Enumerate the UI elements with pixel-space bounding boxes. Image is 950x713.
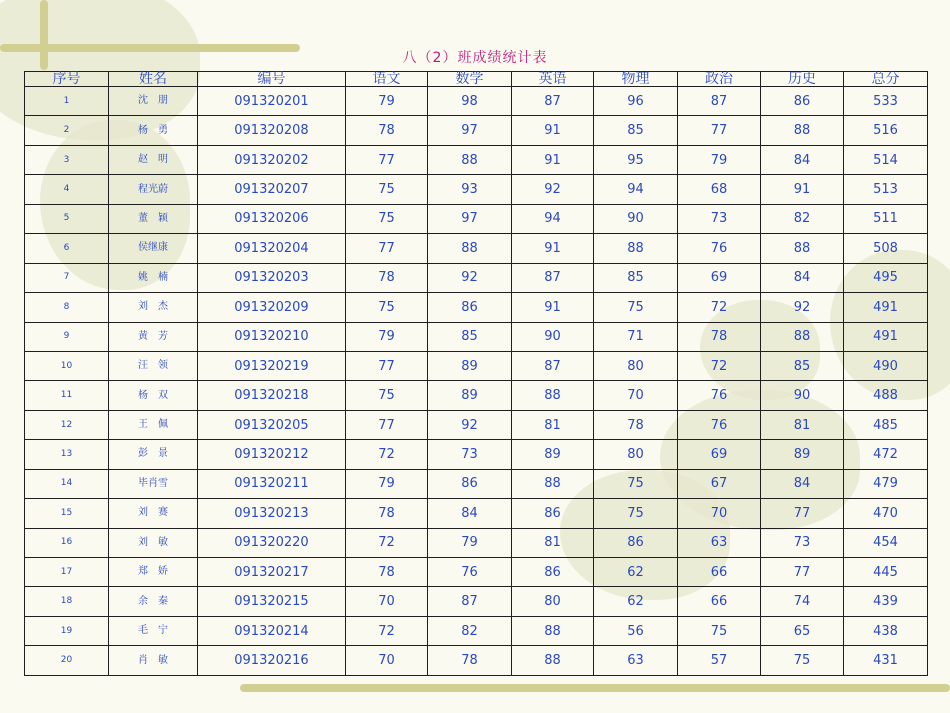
total-cell: 439 (844, 587, 928, 616)
history-cell: 88 (761, 322, 844, 351)
english-cell: 80 (512, 587, 594, 616)
seq-cell: 12 (25, 410, 109, 439)
physics-cell: 96 (594, 87, 678, 116)
history-cell: 90 (761, 381, 844, 410)
math-cell: 85 (428, 322, 512, 351)
id-cell: 091320211 (198, 469, 346, 498)
name-cell: 刘 敏 (109, 528, 198, 557)
english-cell: 89 (512, 440, 594, 469)
history-cell: 84 (761, 263, 844, 292)
politics-cell: 69 (678, 263, 761, 292)
name-cell: 王 佩 (109, 410, 198, 439)
seq-cell: 16 (25, 528, 109, 557)
math-cell: 87 (428, 587, 512, 616)
table-row (25, 410, 928, 439)
politics-cell: 76 (678, 381, 761, 410)
history-cell: 74 (761, 587, 844, 616)
seq-cell: 17 (25, 558, 109, 587)
chinese-cell: 78 (346, 116, 428, 145)
name-cell: 毛 宁 (109, 616, 198, 645)
physics-cell: 62 (594, 558, 678, 587)
name-cell: 董 颖 (109, 204, 198, 233)
total-cell: 511 (844, 204, 928, 233)
id-cell: 091320206 (198, 204, 346, 233)
politics-cell: 57 (678, 646, 761, 676)
table-row (25, 87, 928, 116)
english-cell: 90 (512, 322, 594, 351)
total-cell: 491 (844, 322, 928, 351)
math-cell: 97 (428, 204, 512, 233)
seq-cell: 4 (25, 175, 109, 204)
politics-cell: 73 (678, 204, 761, 233)
id-cell: 091320207 (198, 175, 346, 204)
history-cell: 91 (761, 175, 844, 204)
seq-cell: 8 (25, 293, 109, 322)
column-header-math: 数学 (428, 72, 512, 87)
table-row (25, 440, 928, 469)
politics-cell: 70 (678, 499, 761, 528)
english-cell: 81 (512, 410, 594, 439)
chinese-cell: 72 (346, 616, 428, 645)
chinese-cell: 72 (346, 440, 428, 469)
english-cell: 92 (512, 175, 594, 204)
english-cell: 88 (512, 646, 594, 676)
chinese-cell: 75 (346, 175, 428, 204)
column-header-physics: 物理 (594, 72, 678, 87)
seq-cell: 15 (25, 499, 109, 528)
math-cell: 78 (428, 646, 512, 676)
chinese-cell: 72 (346, 528, 428, 557)
chinese-cell: 78 (346, 558, 428, 587)
seq-cell: 1 (25, 87, 109, 116)
id-cell: 091320204 (198, 234, 346, 263)
id-cell: 091320214 (198, 616, 346, 645)
total-cell: 533 (844, 87, 928, 116)
id-cell: 091320217 (198, 558, 346, 587)
total-cell: 491 (844, 293, 928, 322)
math-cell: 98 (428, 87, 512, 116)
english-cell: 88 (512, 616, 594, 645)
politics-cell: 76 (678, 410, 761, 439)
physics-cell: 56 (594, 616, 678, 645)
seq-cell: 10 (25, 351, 109, 380)
english-cell: 87 (512, 263, 594, 292)
history-cell: 75 (761, 646, 844, 676)
physics-cell: 62 (594, 587, 678, 616)
seq-cell: 19 (25, 616, 109, 645)
id-cell: 091320205 (198, 410, 346, 439)
seq-cell: 11 (25, 381, 109, 410)
table-row (25, 175, 928, 204)
seq-cell: 18 (25, 587, 109, 616)
total-cell: 516 (844, 116, 928, 145)
math-cell: 88 (428, 145, 512, 174)
history-cell: 65 (761, 616, 844, 645)
name-cell: 程光蔚 (109, 175, 198, 204)
chinese-cell: 70 (346, 587, 428, 616)
physics-cell: 86 (594, 528, 678, 557)
table-row (25, 234, 928, 263)
politics-cell: 77 (678, 116, 761, 145)
total-cell: 454 (844, 528, 928, 557)
total-cell: 514 (844, 145, 928, 174)
chinese-cell: 78 (346, 263, 428, 292)
physics-cell: 75 (594, 293, 678, 322)
column-header-english: 英语 (512, 72, 594, 87)
history-cell: 73 (761, 528, 844, 557)
politics-cell: 78 (678, 322, 761, 351)
total-cell: 470 (844, 499, 928, 528)
total-cell: 508 (844, 234, 928, 263)
id-cell: 091320208 (198, 116, 346, 145)
name-cell: 毕肖雪 (109, 469, 198, 498)
physics-cell: 95 (594, 145, 678, 174)
politics-cell: 72 (678, 351, 761, 380)
politics-cell: 68 (678, 175, 761, 204)
history-cell: 86 (761, 87, 844, 116)
name-cell: 侯继康 (109, 234, 198, 263)
header-row (25, 72, 928, 87)
chinese-cell: 77 (346, 351, 428, 380)
name-cell: 郑 娇 (109, 558, 198, 587)
name-cell: 肖 敏 (109, 646, 198, 676)
politics-cell: 66 (678, 558, 761, 587)
seq-cell: 9 (25, 322, 109, 351)
total-cell: 445 (844, 558, 928, 587)
total-cell: 513 (844, 175, 928, 204)
english-cell: 86 (512, 499, 594, 528)
id-cell: 091320218 (198, 381, 346, 410)
math-cell: 92 (428, 263, 512, 292)
physics-cell: 75 (594, 499, 678, 528)
seq-cell: 3 (25, 145, 109, 174)
politics-cell: 69 (678, 440, 761, 469)
name-cell: 杨 双 (109, 381, 198, 410)
chinese-cell: 75 (346, 204, 428, 233)
politics-cell: 63 (678, 528, 761, 557)
seq-cell: 2 (25, 116, 109, 145)
politics-cell: 66 (678, 587, 761, 616)
total-cell: 431 (844, 646, 928, 676)
seq-cell: 6 (25, 234, 109, 263)
column-header-politics: 政治 (678, 72, 761, 87)
name-cell: 刘 杰 (109, 293, 198, 322)
table-row (25, 116, 928, 145)
table-row (25, 145, 928, 174)
total-cell: 490 (844, 351, 928, 380)
physics-cell: 71 (594, 322, 678, 351)
seq-cell: 13 (25, 440, 109, 469)
english-cell: 81 (512, 528, 594, 557)
total-cell: 479 (844, 469, 928, 498)
table-row (25, 351, 928, 380)
math-cell: 88 (428, 234, 512, 263)
physics-cell: 90 (594, 204, 678, 233)
table-row (25, 293, 928, 322)
id-cell: 091320219 (198, 351, 346, 380)
history-cell: 84 (761, 145, 844, 174)
id-cell: 091320209 (198, 293, 346, 322)
math-cell: 82 (428, 616, 512, 645)
name-cell: 余 秦 (109, 587, 198, 616)
english-cell: 88 (512, 381, 594, 410)
math-cell: 84 (428, 499, 512, 528)
math-cell: 93 (428, 175, 512, 204)
chinese-cell: 79 (346, 469, 428, 498)
vine-decoration (240, 684, 950, 692)
math-cell: 73 (428, 440, 512, 469)
politics-cell: 76 (678, 234, 761, 263)
chinese-cell: 79 (346, 87, 428, 116)
politics-cell: 87 (678, 87, 761, 116)
english-cell: 91 (512, 234, 594, 263)
id-cell: 091320220 (198, 528, 346, 557)
column-header-chinese: 语文 (346, 72, 428, 87)
id-cell: 091320213 (198, 499, 346, 528)
table-row (25, 558, 928, 587)
table-row (25, 616, 928, 645)
history-cell: 84 (761, 469, 844, 498)
name-cell: 彭 景 (109, 440, 198, 469)
table-row (25, 263, 928, 292)
column-header-seq: 序号 (25, 72, 109, 87)
english-cell: 91 (512, 116, 594, 145)
english-cell: 87 (512, 87, 594, 116)
id-cell: 091320215 (198, 587, 346, 616)
physics-cell: 88 (594, 234, 678, 263)
math-cell: 86 (428, 293, 512, 322)
id-cell: 091320201 (198, 87, 346, 116)
chinese-cell: 70 (346, 646, 428, 676)
column-header-id: 编号 (198, 72, 346, 87)
math-cell: 89 (428, 351, 512, 380)
history-cell: 88 (761, 116, 844, 145)
physics-cell: 70 (594, 381, 678, 410)
history-cell: 92 (761, 293, 844, 322)
english-cell: 87 (512, 351, 594, 380)
table-row (25, 469, 928, 498)
politics-cell: 75 (678, 616, 761, 645)
table-row (25, 322, 928, 351)
total-cell: 438 (844, 616, 928, 645)
physics-cell: 75 (594, 469, 678, 498)
history-cell: 85 (761, 351, 844, 380)
table-row (25, 528, 928, 557)
chinese-cell: 77 (346, 234, 428, 263)
column-header-history: 历史 (761, 72, 844, 87)
english-cell: 94 (512, 204, 594, 233)
chinese-cell: 77 (346, 145, 428, 174)
column-header-name: 姓名 (109, 72, 198, 87)
seq-cell: 14 (25, 469, 109, 498)
seq-cell: 7 (25, 263, 109, 292)
chinese-cell: 79 (346, 322, 428, 351)
name-cell: 刘 赛 (109, 499, 198, 528)
history-cell: 89 (761, 440, 844, 469)
history-cell: 77 (761, 558, 844, 587)
english-cell: 86 (512, 558, 594, 587)
politics-cell: 72 (678, 293, 761, 322)
id-cell: 091320210 (198, 322, 346, 351)
name-cell: 杨 勇 (109, 116, 198, 145)
id-cell: 091320202 (198, 145, 346, 174)
history-cell: 77 (761, 499, 844, 528)
chinese-cell: 75 (346, 381, 428, 410)
table-row (25, 646, 928, 676)
name-cell: 黄 芳 (109, 322, 198, 351)
politics-cell: 67 (678, 469, 761, 498)
chinese-cell: 75 (346, 293, 428, 322)
id-cell: 091320216 (198, 646, 346, 676)
math-cell: 92 (428, 410, 512, 439)
table-row (25, 499, 928, 528)
physics-cell: 85 (594, 116, 678, 145)
id-cell: 091320203 (198, 263, 346, 292)
column-header-total: 总分 (844, 72, 928, 87)
seq-cell: 20 (25, 646, 109, 676)
name-cell: 汪 领 (109, 351, 198, 380)
politics-cell: 79 (678, 145, 761, 174)
chinese-cell: 77 (346, 410, 428, 439)
physics-cell: 85 (594, 263, 678, 292)
total-cell: 495 (844, 263, 928, 292)
total-cell: 488 (844, 381, 928, 410)
math-cell: 89 (428, 381, 512, 410)
chinese-cell: 78 (346, 499, 428, 528)
math-cell: 79 (428, 528, 512, 557)
history-cell: 88 (761, 234, 844, 263)
physics-cell: 80 (594, 440, 678, 469)
table-row (25, 381, 928, 410)
score-table (24, 71, 928, 676)
english-cell: 91 (512, 293, 594, 322)
history-cell: 82 (761, 204, 844, 233)
seq-cell: 5 (25, 204, 109, 233)
table-row (25, 587, 928, 616)
physics-cell: 94 (594, 175, 678, 204)
table-row (25, 204, 928, 233)
english-cell: 91 (512, 145, 594, 174)
physics-cell: 78 (594, 410, 678, 439)
total-cell: 485 (844, 410, 928, 439)
name-cell: 沈 朋 (109, 87, 198, 116)
english-cell: 88 (512, 469, 594, 498)
id-cell: 091320212 (198, 440, 346, 469)
physics-cell: 63 (594, 646, 678, 676)
history-cell: 81 (761, 410, 844, 439)
total-cell: 472 (844, 440, 928, 469)
physics-cell: 80 (594, 351, 678, 380)
name-cell: 赵 明 (109, 145, 198, 174)
name-cell: 姚 楠 (109, 263, 198, 292)
table-title: 八（2）班成绩统计表 (402, 50, 548, 66)
math-cell: 97 (428, 116, 512, 145)
math-cell: 76 (428, 558, 512, 587)
math-cell: 86 (428, 469, 512, 498)
